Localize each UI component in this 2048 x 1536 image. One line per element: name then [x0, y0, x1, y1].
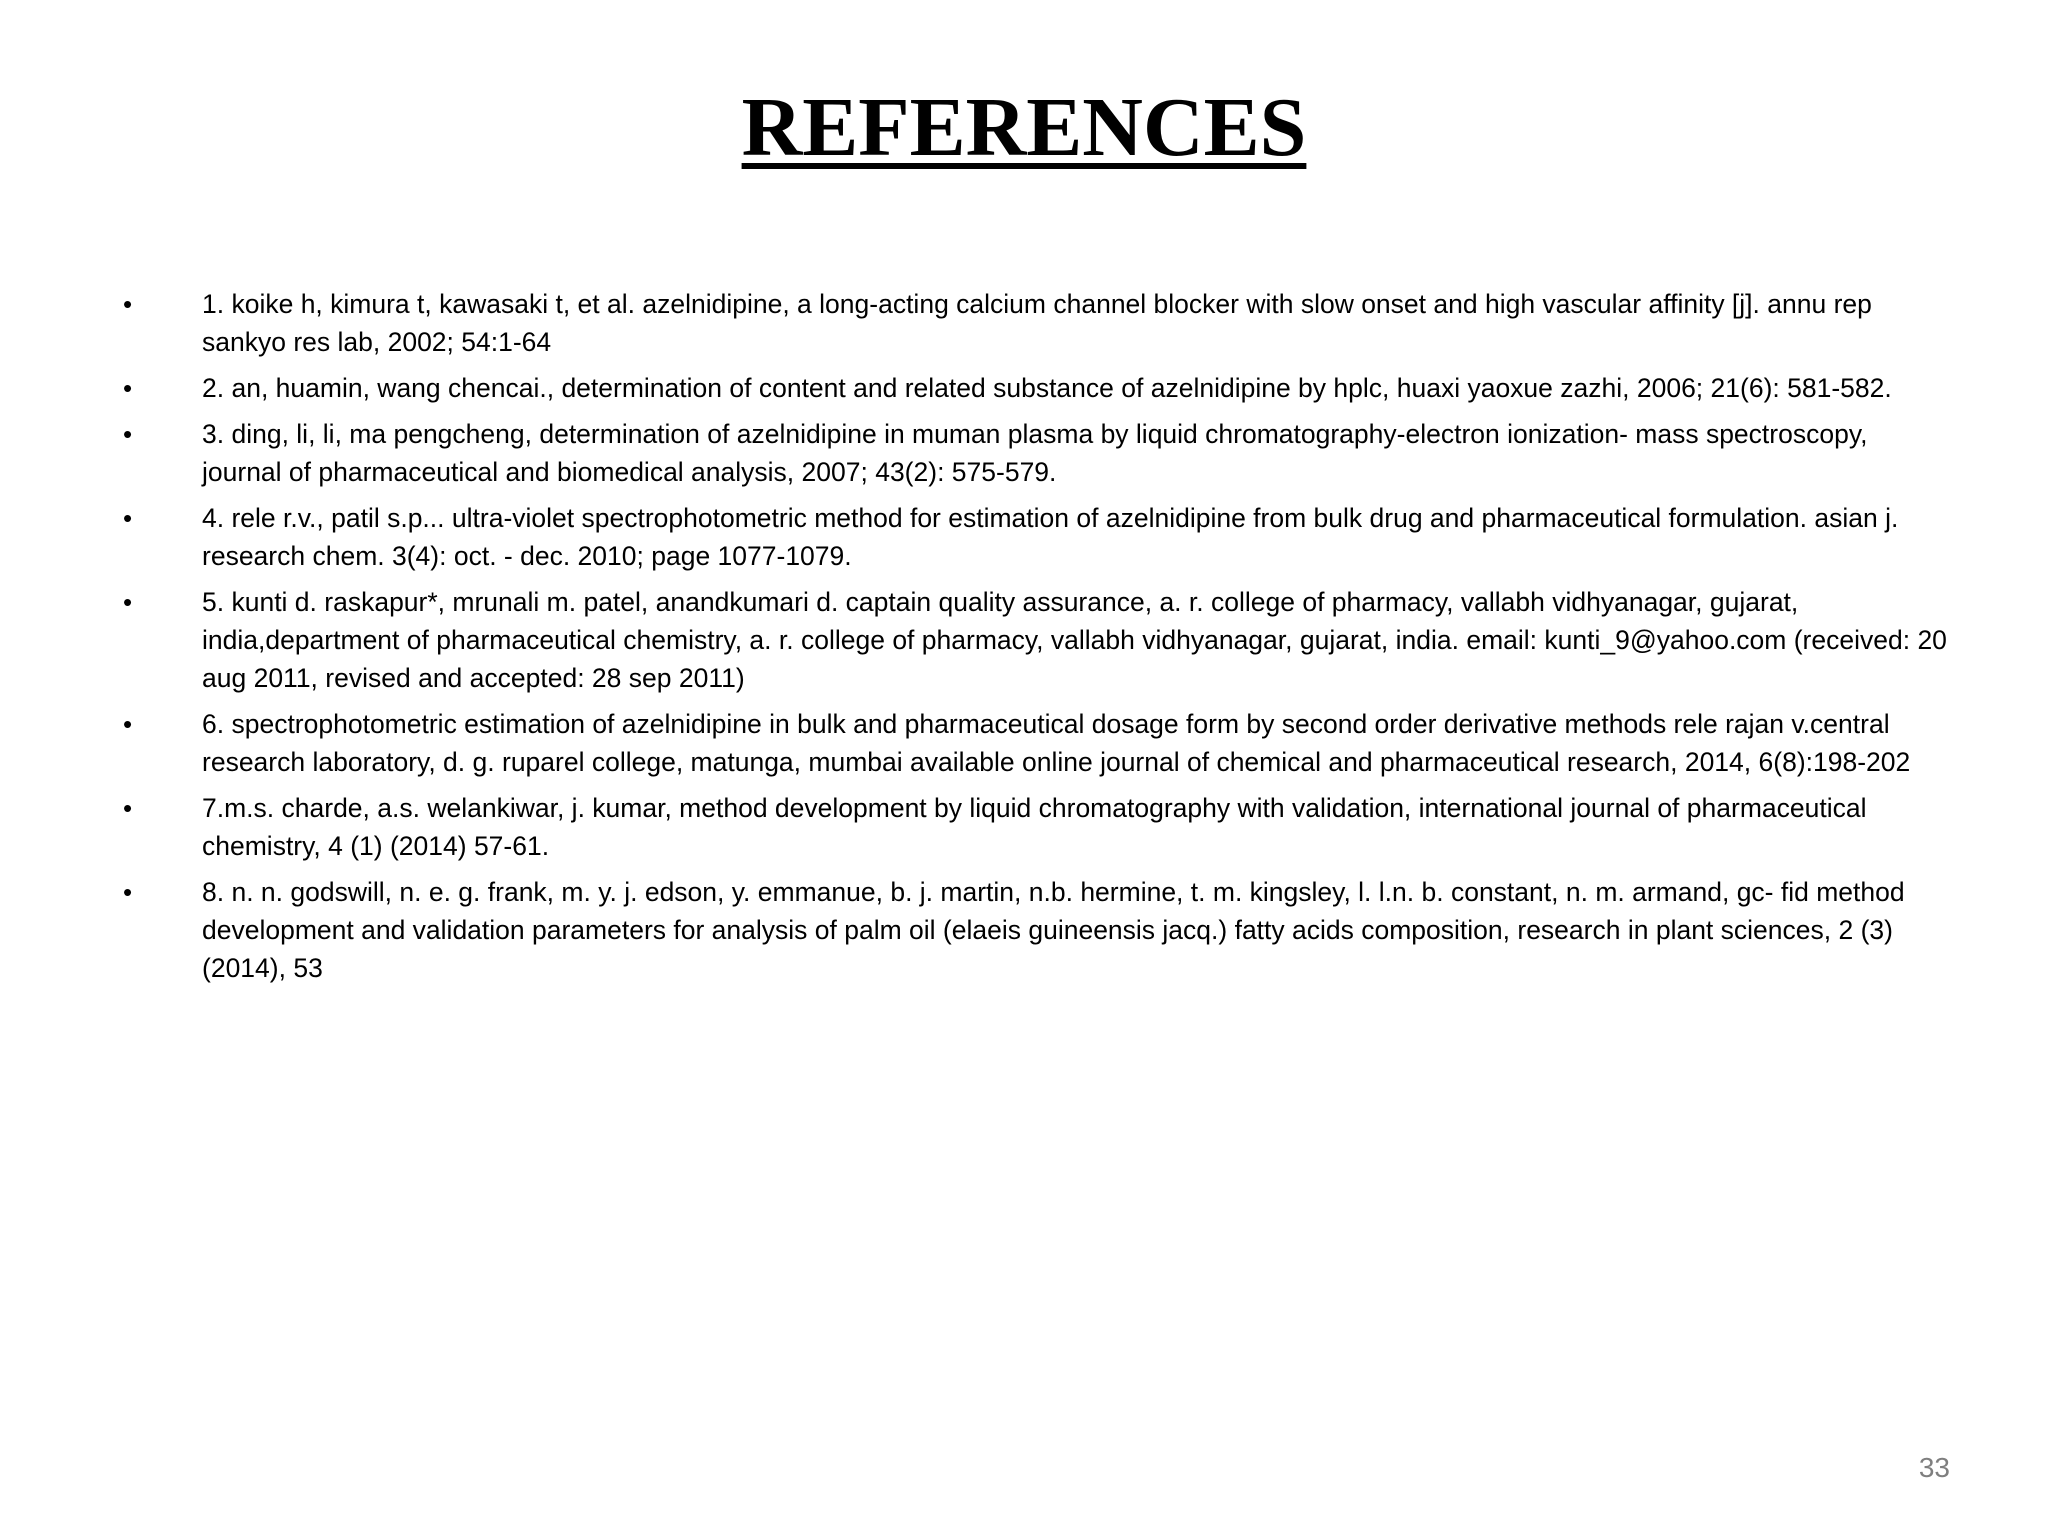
reference-item [120, 285, 1950, 361]
reference-item [120, 415, 1950, 491]
bullet-icon: • [123, 373, 133, 403]
reference-text: 4. rele r.v., patil s.p... ultra-violet spectrophotometric method for estimation of azelnidipine from bulk drug and pharmaceutical formulation. asian j. research chem. 3(4): oct. - dec. 2010; page 1077-1079. [202, 503, 1899, 571]
bullet-icon: • [123, 877, 133, 907]
page-number: 33 [1918, 1452, 1950, 1483]
bullet-icon: • [123, 419, 133, 449]
reference-list [120, 285, 1950, 995]
reference-item [120, 705, 1950, 781]
reference-text: 2. an, huamin, wang chencai., determination of content and related substance of azelnidipine by hplc, huaxi yaoxue zazhi, 2006; 21(6): 581-582. [202, 373, 1892, 403]
bullet-icon: • [123, 503, 133, 533]
reference-text: 7.m.s. charde, a.s. welankiwar, j. kumar, method development by liquid chromatography with validation, international journal of pharmaceutical chemistry, 4 (1) (2014) 57-61. [202, 793, 1867, 861]
reference-text: 5. kunti d. raskapur*, mrunali m. patel, anandkumari d. captain quality assurance, a. r. college of pharmacy, vallabh vidhyanagar, gujarat, india,department of pharmaceutical chemistry, a. r. college of pharmacy, vallabh vidhyanagar, gujarat, india. email: kunti_9@yahoo.com (received: 20 aug 2011, revised and accepted: 28 sep 2011) [202, 587, 1947, 693]
slide-title-text: REFERENCES [741, 81, 1307, 174]
reference-item [120, 583, 1950, 697]
bullet-icon: • [123, 709, 133, 739]
bullet-icon: • [123, 289, 133, 319]
reference-item [120, 789, 1950, 865]
reference-text: 6. spectrophotometric estimation of azelnidipine in bulk and pharmaceutical dosage form by second order derivative methods rele rajan v.central research laboratory, d. g. ruparel college, matunga, mumbai available online journal of chemical and pharmaceutical research, 2014, 6(8):198-202 [202, 709, 1911, 777]
reference-text: 8. n. n. godswill, n. e. g. frank, m. y. j. edson, y. emmanue, b. j. martin, n.b. hermine, t. m. kingsley, l. l.n. b. constant, n. m. armand, gc- fid method development and validation parameters for analysis of palm oil (elaeis guineensis jacq.) fatty acids composition, research in plant sciences, 2 (3) (2014), 53 [202, 877, 1905, 983]
reference-item [120, 873, 1950, 987]
reference-item [120, 369, 1950, 407]
reference-text: 3. ding, li, li, ma pengcheng, determination of azelnidipine in muman plasma by liquid chromatography-electron ionization- mass spectroscopy, journal of pharmaceutical and biomedical analysis, 2007; 43(2): 575-579. [202, 419, 1868, 487]
bullet-icon: • [123, 793, 133, 823]
slide-title [0, 78, 2048, 178]
reference-text: 1. koike h, kimura t, kawasaki t, et al. azelnidipine, a long-acting calcium channel blocker with slow onset and high vascular affinity [j]. annu rep sankyo res lab, 2002; 54:1-64 [202, 289, 1872, 357]
bullet-icon: • [123, 587, 133, 617]
reference-item [120, 499, 1950, 575]
